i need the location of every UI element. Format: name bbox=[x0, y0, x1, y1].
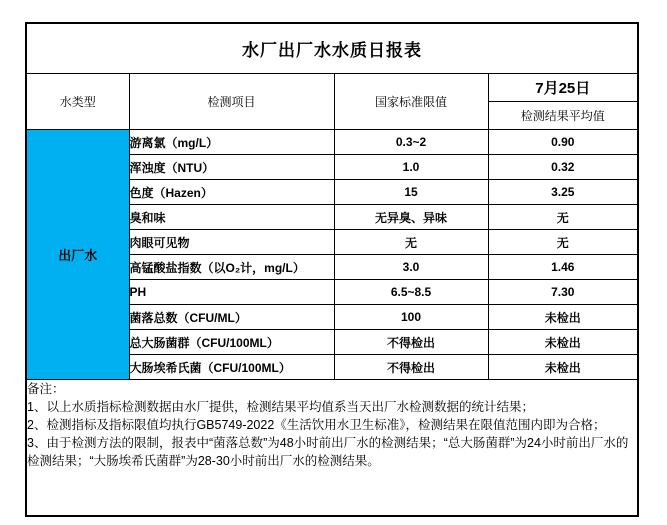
water-type-cell: 出厂水 bbox=[26, 130, 129, 380]
cell-test-item: 肉眼可见物 bbox=[129, 230, 334, 255]
col-header-result-avg: 检测结果平均值 bbox=[488, 102, 638, 130]
header-row-top bbox=[26, 74, 638, 102]
cell-standard-limit: 无异臭、异味 bbox=[334, 205, 488, 230]
cell-result-avg: 无 bbox=[488, 205, 638, 230]
col-header-standard-limit: 国家标准限值 bbox=[334, 74, 488, 130]
note-line-2: 2、检测指标及指标限值均执行GB5749-2022《生活饮用水卫生标准》，检测结果在限值范围内即为合格； bbox=[27, 418, 606, 432]
cell-result-avg: 0.32 bbox=[488, 155, 638, 180]
cell-result-avg: 无 bbox=[488, 230, 638, 255]
page-title: 水厂出厂水水质日报表 bbox=[26, 23, 638, 74]
cell-test-item: PH bbox=[129, 280, 334, 305]
cell-test-item: 臭和味 bbox=[129, 205, 334, 230]
cell-test-item: 游离氯（mg/L） bbox=[129, 130, 334, 155]
cell-test-item: 总大肠菌群（CFU/100ML） bbox=[129, 330, 334, 355]
table-row bbox=[26, 130, 638, 155]
cell-test-item: 菌落总数（CFU/ML） bbox=[129, 305, 334, 330]
report-date: 7月25日 bbox=[488, 74, 638, 102]
water-quality-table bbox=[25, 22, 639, 517]
cell-result-avg: 0.90 bbox=[488, 130, 638, 155]
cell-test-item: 浑浊度（NTU） bbox=[129, 155, 334, 180]
notes-cell bbox=[26, 380, 638, 517]
cell-result-avg: 未检出 bbox=[488, 305, 638, 330]
col-header-test-item: 检测项目 bbox=[129, 74, 334, 130]
notes-row bbox=[26, 380, 638, 517]
cell-standard-limit: 不得检出 bbox=[334, 355, 488, 380]
cell-test-item: 大肠埃希氏菌（CFU/100ML） bbox=[129, 355, 334, 380]
cell-standard-limit: 6.5~8.5 bbox=[334, 280, 488, 305]
cell-standard-limit: 1.0 bbox=[334, 155, 488, 180]
cell-standard-limit: 15 bbox=[334, 180, 488, 205]
col-header-water-type: 水类型 bbox=[26, 74, 129, 130]
cell-result-avg: 3.25 bbox=[488, 180, 638, 205]
cell-result-avg: 1.46 bbox=[488, 255, 638, 280]
note-line-3: 3、由于检测方法的限制，报表中“菌落总数”为48小时前出厂水的检测结果；“总大肠菌群”为24小时前出厂水的检测结果；“大肠埃希氏菌群”为28-30小时前出厂水的检测结果。 bbox=[27, 436, 629, 468]
title-row bbox=[26, 23, 638, 74]
cell-standard-limit: 100 bbox=[334, 305, 488, 330]
cell-standard-limit: 不得检出 bbox=[334, 330, 488, 355]
cell-result-avg: 未检出 bbox=[488, 330, 638, 355]
cell-result-avg: 7.30 bbox=[488, 280, 638, 305]
cell-standard-limit: 无 bbox=[334, 230, 488, 255]
cell-result-avg: 未检出 bbox=[488, 355, 638, 380]
cell-standard-limit: 3.0 bbox=[334, 255, 488, 280]
note-line-1: 1、以上水质指标检测数据由水厂提供，检测结果平均值系当天出厂水检测数据的统计结果； bbox=[27, 400, 534, 414]
cell-standard-limit: 0.3~2 bbox=[334, 130, 488, 155]
cell-test-item: 高锰酸盐指数（以O₂计，mg/L） bbox=[129, 255, 334, 280]
cell-test-item: 色度（Hazen） bbox=[129, 180, 334, 205]
notes-label: 备注： bbox=[27, 382, 65, 396]
